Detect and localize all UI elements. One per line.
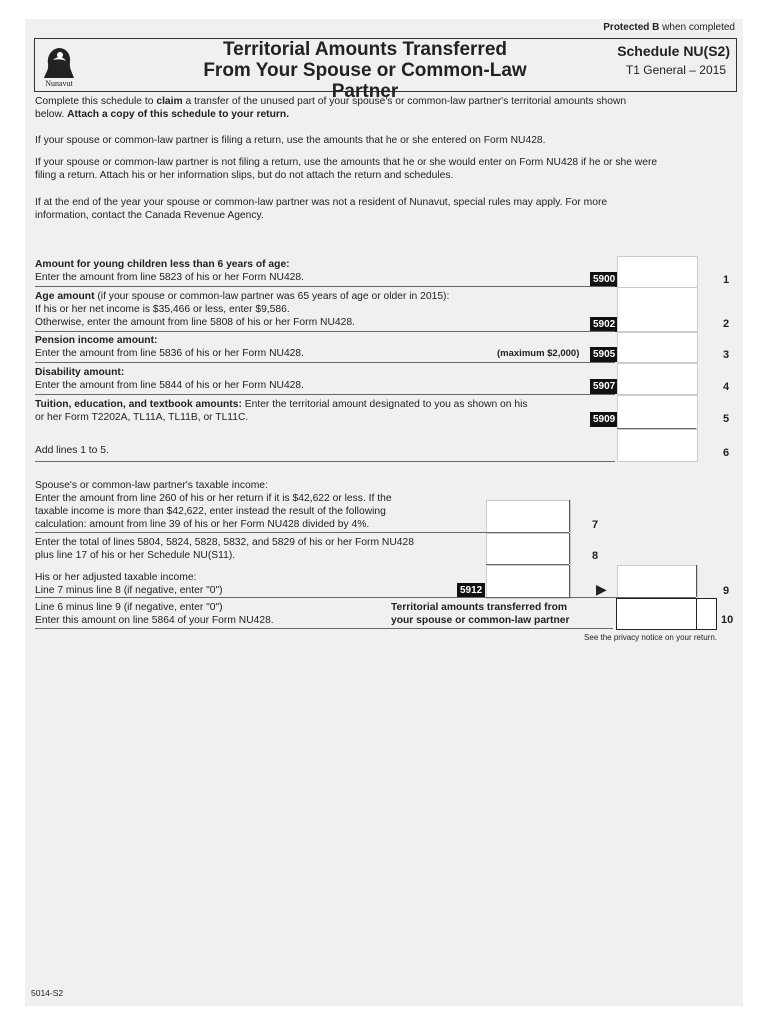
nunavut-logo-icon — [39, 44, 79, 88]
line-3-number: 3 — [723, 349, 730, 361]
code-5902: 5902 — [590, 317, 618, 332]
line-4-heading: Disability amount: — [35, 367, 125, 378]
code-5912: 5912 — [457, 583, 485, 598]
line-3-amount-field[interactable] — [617, 332, 698, 363]
line-10-label-2: your spouse or common-law partner — [391, 615, 570, 626]
line-6-text: Add lines 1 to 5. — [35, 445, 109, 456]
intro-paragraph-3b: filing a return. Attach his or her information slips, but do not attach the return and schedules. — [35, 170, 454, 181]
line-10-text-2: Enter this amount on line 5864 of your Form NU428. — [35, 615, 274, 626]
line-5-text: or her Form T2202A, TL11A, TL11B, or TL11C. — [35, 412, 249, 423]
line-9-text-2: Line 7 minus line 8 (if negative, enter "0") — [35, 585, 223, 596]
line-8-text-1: Enter the total of lines 5804, 5824, 5828, 5832, and 5829 of his or her Form NU428 — [35, 537, 414, 548]
line-10-text-1: Line 6 minus line 9 (if negative, enter "0") — [35, 602, 223, 613]
line-2-text-2: Otherwise, enter the amount from line 5808 of his or her Form NU428. — [35, 317, 355, 328]
intro-paragraph-4b: information, contact the Canada Revenue Agency. — [35, 210, 264, 221]
rule — [35, 362, 615, 363]
line-1-amount-field[interactable] — [617, 256, 698, 288]
form-page — [25, 19, 743, 1006]
line-1-heading: Amount for young children less than 6 years of age: — [35, 259, 290, 270]
line-6-number: 6 — [723, 447, 730, 459]
line-4-amount-field[interactable] — [617, 363, 698, 395]
line-1-number: 1 — [723, 274, 730, 286]
privacy-notice: See the privacy notice on your return. — [584, 633, 717, 642]
svg-text:Nunavut: Nunavut — [45, 79, 73, 88]
code-5907: 5907 — [590, 379, 618, 394]
line-7-text-2: Enter the amount from line 260 of his or her return if it is $42,622 or less. If the — [35, 493, 392, 504]
line-5-amount-field[interactable] — [617, 395, 698, 429]
intro-paragraph-3a: If your spouse or common-law partner is not filing a return, use the amounts that he or she would enter on Form NU428 if he or she were — [35, 157, 658, 168]
line-2-text-1: If his or her net income is $35,466 or less, enter $9,586. — [35, 304, 290, 315]
line-9-calc-field[interactable] — [486, 565, 571, 599]
form-code: 5014-S2 — [31, 988, 64, 998]
line-10-number: 10 — [721, 614, 734, 626]
line-8-text-2: plus line 17 of his or her Schedule NU(S11). — [35, 550, 236, 561]
line-4-text: Enter the amount from line 5844 of his or her Form NU428. — [35, 380, 304, 391]
line-9-amount-field[interactable] — [617, 565, 698, 599]
rule — [35, 394, 615, 395]
line-1-text: Enter the amount from line 5823 of his or her Form NU428. — [35, 272, 304, 283]
form-title: Territorial Amounts Transferred From Your Spouse or Common-Law Partner — [203, 39, 527, 102]
line-7-amount-field[interactable] — [486, 500, 571, 534]
schedule-name: Schedule NU(S2) — [617, 43, 730, 59]
rule — [35, 628, 613, 629]
column-divider — [569, 533, 570, 564]
line-7-text-3: taxable income is more than $42,622, enter instead the result of the following — [35, 506, 386, 517]
line-5-heading: Tuition, education, and textbook amounts: Enter the territorial amount designated to you as shown on his — [35, 399, 528, 410]
column-divider — [569, 565, 570, 597]
intro-line-1: Complete this schedule to claim a transfer of the unused part of your spouse's or common-law partner's territorial amounts shown — [35, 96, 627, 107]
intro-paragraph-4a: If at the end of the year your spouse or common-law partner was not a resident of Nunavut, special rules may apply. For more — [35, 197, 608, 208]
rule — [35, 597, 696, 598]
rule — [35, 286, 615, 287]
line-3-maximum: (maximum $2,000) — [497, 348, 580, 359]
line-4-number: 4 — [723, 381, 730, 393]
line-9-text-1: His or her adjusted taxable income: — [35, 572, 197, 583]
line-7-text-4: calculation: amount from line 39 of his or her Form NU428 divided by 4%. — [35, 519, 370, 530]
code-5905: 5905 — [590, 347, 618, 362]
code-5909: 5909 — [590, 412, 618, 427]
line-5-number: 5 — [723, 413, 730, 425]
line-10-label-1: Territorial amounts transferred from — [391, 602, 568, 613]
column-divider — [696, 565, 697, 597]
line-10-amount-field[interactable] — [616, 598, 717, 630]
protected-label: Protected B when completed — [603, 22, 735, 33]
line-7-text-1: Spouse's or common-law partner's taxable income: — [35, 480, 268, 491]
rule — [35, 331, 615, 332]
rule — [35, 461, 615, 462]
arrow-right-icon: ▶ — [596, 581, 607, 597]
line-2-heading: Age amount (if your spouse or common-law partner was 65 years of age or older in 2015): — [35, 291, 450, 302]
line-6-amount-field[interactable] — [617, 429, 698, 462]
line-8-amount-field[interactable] — [486, 533, 571, 566]
form-year: T1 General – 2015 — [625, 63, 726, 77]
line-3-text: Enter the amount from line 5836 of his or her Form NU428. — [35, 348, 304, 359]
column-divider — [569, 500, 570, 532]
intro-paragraph-2: If your spouse or common-law partner is filing a return, use the amounts that he or she entered on Form NU428. — [35, 135, 546, 146]
column-divider — [696, 598, 697, 629]
code-5900: 5900 — [590, 272, 618, 287]
line-8-number: 8 — [592, 550, 599, 562]
line-7-number: 7 — [592, 519, 599, 531]
intro-line-2: below. Attach a copy of this schedule to your return. — [35, 109, 290, 120]
line-2-number: 2 — [723, 318, 730, 330]
line-2-amount-field[interactable] — [617, 287, 698, 332]
line-3-heading: Pension income amount: — [35, 335, 158, 346]
line-9-number: 9 — [723, 585, 730, 597]
